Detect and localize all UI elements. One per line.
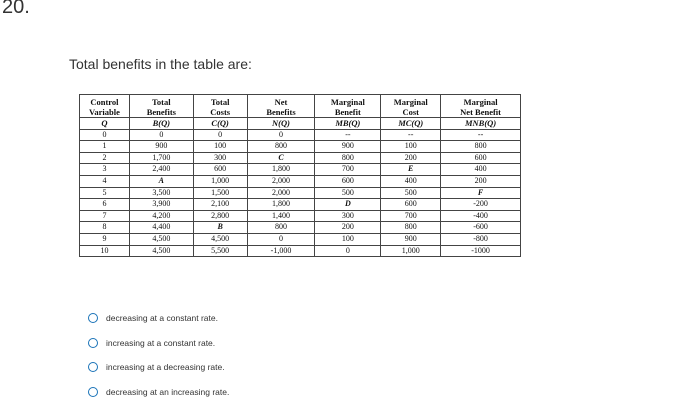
table-cell: 1,800 (247, 164, 315, 176)
table-row (80, 187, 521, 199)
table-cell: 0 (129, 129, 193, 141)
table-cell: 10 (80, 245, 130, 257)
table-cell: 100 (193, 141, 247, 153)
table-cell: 2,000 (247, 187, 315, 199)
table-cell: 600 (381, 199, 441, 211)
table-cell: 1,700 (129, 152, 193, 164)
column-symbol: B(Q) (129, 118, 193, 130)
table-cell: -1,000 (247, 245, 315, 257)
table-cell: -- (441, 129, 521, 141)
table-cell: 800 (381, 222, 441, 234)
column-header (129, 95, 193, 118)
table-row (80, 141, 521, 153)
column-symbol: Q (80, 118, 130, 130)
table-cell: -400 (441, 210, 521, 222)
table-cell: 500 (315, 187, 381, 199)
answer-option[interactable] (88, 355, 229, 380)
table-cell: 200 (381, 152, 441, 164)
radio-button[interactable] (88, 338, 98, 348)
column-header-line: Marginal (393, 97, 428, 107)
column-header (315, 95, 381, 118)
radio-button[interactable] (88, 313, 98, 323)
answer-option-label: increasing at a decreasing rate. (106, 362, 225, 373)
table-cell: 6 (80, 199, 130, 211)
answer-option[interactable] (88, 380, 229, 404)
table-cell: 100 (381, 141, 441, 153)
table-cell: 200 (315, 222, 381, 234)
table-cell: 700 (381, 210, 441, 222)
column-header-line: Variable (89, 107, 120, 117)
table-cell: 600 (441, 152, 521, 164)
question-number: 20. (2, 0, 30, 18)
table-row (80, 164, 521, 176)
table-row (80, 210, 521, 222)
answer-option-label: decreasing at a constant rate. (106, 313, 218, 324)
table-symbol-row (80, 118, 521, 130)
table-cell: 2 (80, 152, 130, 164)
column-header-line: Total (210, 97, 230, 107)
table-cell: 3,900 (129, 199, 193, 211)
answer-option-label: increasing at a constant rate. (106, 337, 216, 348)
table-cell: 1,000 (193, 175, 247, 187)
table-cell: 400 (441, 164, 521, 176)
column-symbol: MNB(Q) (441, 118, 521, 130)
table-cell: 900 (381, 233, 441, 245)
table-cell: 4,500 (193, 233, 247, 245)
table-cell: 2,400 (129, 164, 193, 176)
table-cell: -200 (441, 199, 521, 211)
radio-button[interactable] (88, 362, 98, 372)
table-cell: F (441, 187, 521, 199)
table-cell: -1000 (441, 245, 521, 257)
table-cell: 5 (80, 187, 130, 199)
table-cell: 1,500 (193, 187, 247, 199)
table-cell: 4,500 (129, 245, 193, 257)
table-cell: 0 (247, 129, 315, 141)
question-prompt: Total benefits in the table are: (69, 56, 252, 72)
column-header (441, 95, 521, 118)
table-cell: 5,500 (193, 245, 247, 257)
table-cell: 1,800 (247, 199, 315, 211)
column-symbol: MC(Q) (381, 118, 441, 130)
table-cell: 0 (80, 129, 130, 141)
table-row (80, 222, 521, 234)
table-cell: 1,400 (247, 210, 315, 222)
column-header-line: Benefits (266, 107, 296, 117)
table-cell: 700 (315, 164, 381, 176)
column-symbol: MB(Q) (315, 118, 381, 130)
table-cell: B (193, 222, 247, 234)
table-cell: -- (315, 129, 381, 141)
table-row (80, 233, 521, 245)
column-header (193, 95, 247, 118)
table-row (80, 199, 521, 211)
answer-option-label: decreasing at an increasing rate. (106, 386, 230, 397)
table-cell: 1,000 (381, 245, 441, 257)
table-cell: 3 (80, 164, 130, 176)
radio-button[interactable] (88, 387, 98, 397)
table-cell: 9 (80, 233, 130, 245)
table-cell: 2,100 (193, 199, 247, 211)
table-cell: 500 (381, 187, 441, 199)
table-cell: 4 (80, 175, 130, 187)
answer-option[interactable] (88, 306, 229, 331)
table-cell: 800 (441, 141, 521, 153)
benefits-cost-table (79, 94, 521, 257)
table-cell: 4,400 (129, 222, 193, 234)
column-header (80, 95, 130, 118)
table-cell: 4,200 (129, 210, 193, 222)
column-header (247, 95, 315, 118)
table-cell: 7 (80, 210, 130, 222)
column-symbol: C(Q) (193, 118, 247, 130)
table-cell: 600 (193, 164, 247, 176)
table-cell: 600 (315, 175, 381, 187)
table-cell: 900 (129, 141, 193, 153)
column-header-line: Benefits (146, 107, 176, 117)
table-cell: 300 (193, 152, 247, 164)
table-cell: 100 (315, 233, 381, 245)
table-cell: 8 (80, 222, 130, 234)
table-row (80, 129, 521, 141)
column-header (381, 95, 441, 118)
table-cell: 0 (315, 245, 381, 257)
column-header-line: Marginal (463, 97, 498, 107)
answer-option[interactable] (88, 331, 229, 356)
column-header-line: Cost (402, 107, 419, 117)
column-symbol: N(Q) (247, 118, 315, 130)
column-header-line: Net Benefit (460, 107, 501, 117)
table-row (80, 175, 521, 187)
column-header-line: Benefit (334, 107, 361, 117)
table-cell: C (247, 152, 315, 164)
table-cell: 800 (247, 141, 315, 153)
table-cell: 800 (247, 222, 315, 234)
table-cell: 900 (315, 141, 381, 153)
table-row (80, 152, 521, 164)
table-cell: A (129, 175, 193, 187)
table-cell: 4,500 (129, 233, 193, 245)
table-cell: 200 (441, 175, 521, 187)
table-cell: D (315, 199, 381, 211)
table-cell: -600 (441, 222, 521, 234)
table-cell: -- (381, 129, 441, 141)
column-header-line: Total (152, 97, 171, 107)
table-cell: 400 (381, 175, 441, 187)
table-cell: 300 (315, 210, 381, 222)
table-cell: 1 (80, 141, 130, 153)
table-cell: 2,000 (247, 175, 315, 187)
table-cell: 2,800 (193, 210, 247, 222)
table-cell: E (381, 164, 441, 176)
table-cell: 3,500 (129, 187, 193, 199)
table-cell: 0 (247, 233, 315, 245)
table-body (80, 129, 521, 257)
answer-options (88, 306, 229, 404)
column-header-line: Costs (210, 107, 231, 117)
table-cell: 800 (315, 152, 381, 164)
table-row (80, 245, 521, 257)
table-header-row (80, 95, 521, 118)
column-header-line: Marginal (330, 97, 365, 107)
column-header-line: Net (274, 97, 288, 107)
table-cell: 0 (193, 129, 247, 141)
column-header-line: Control (90, 97, 119, 107)
table-cell: -800 (441, 233, 521, 245)
